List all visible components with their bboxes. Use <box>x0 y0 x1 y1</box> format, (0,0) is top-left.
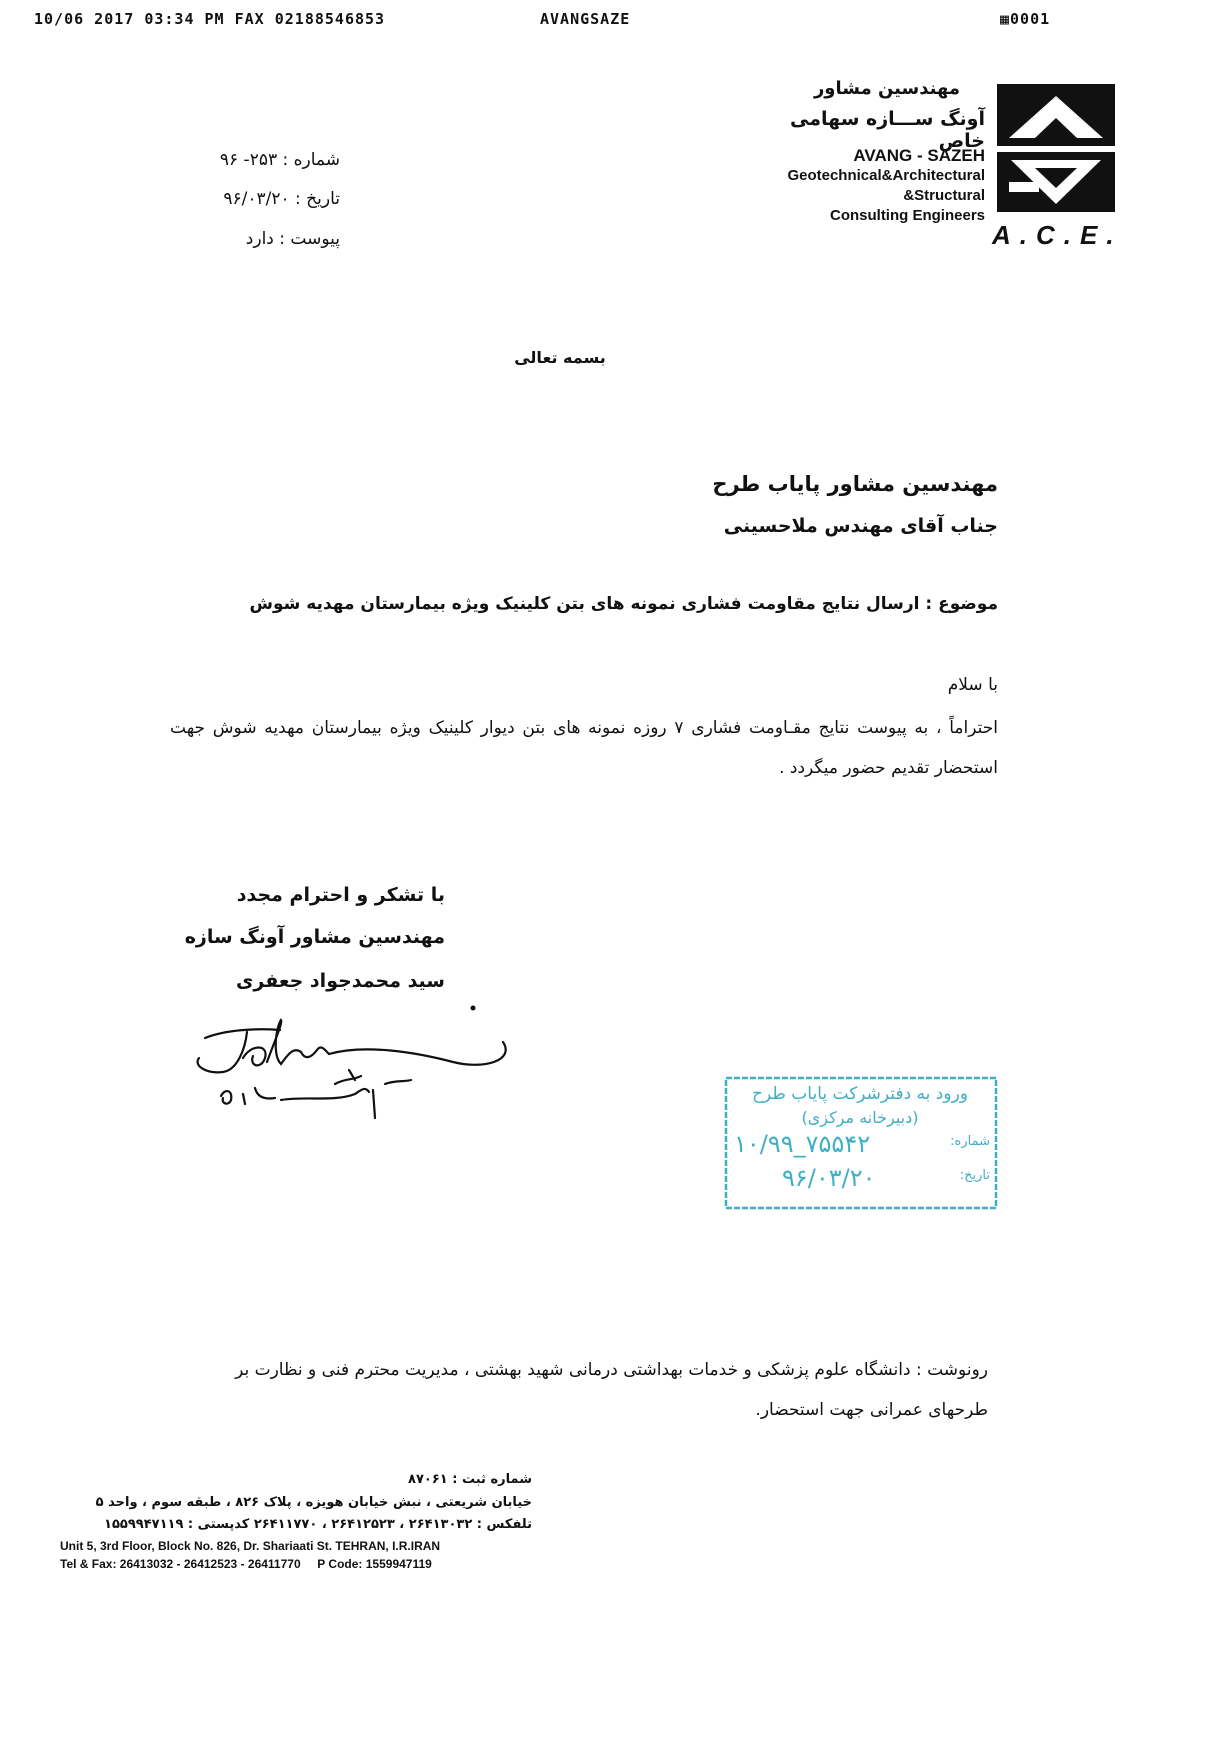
fax-header-datetime: 10/06 2017 03:34 PM FAX 02188546853 <box>34 10 386 28</box>
stamp-date-label: تاریخ: <box>959 1168 990 1183</box>
carbon-copy: رونوشت : دانشگاه علوم پزشکی و خدمات بهداشتی درمانی شهید بهشتی ، مدیریت محترم فنی و نظارت بر طرحهای عمرانی جهت استحضار. <box>235 1360 988 1420</box>
closing-regards: با تشکر و احترام مجدد <box>236 884 445 906</box>
company-en-title: AVANG - SAZEH <box>853 146 985 165</box>
company-name-fa-line1: مهندسین مشاور <box>813 78 960 99</box>
fax-header-page <box>1000 10 1050 28</box>
reference-date: تاریخ : ۹۶/۰۳/۲۰ <box>223 189 340 209</box>
handwritten-signature <box>185 1000 525 1140</box>
fax-page-icon: ▦ <box>1000 10 1011 28</box>
company-name-en <box>740 146 985 226</box>
addressee-company: مهندسین مشاور پایاب طرح <box>712 472 998 496</box>
reference-number: شماره : ۲۵۳- ۹۶ <box>219 150 340 170</box>
company-en-line2: &Structural <box>903 187 985 204</box>
letter-greeting: با سلام <box>947 675 998 695</box>
company-en-line1: Geotechnical&Architectural <box>787 167 985 184</box>
fax-header-sender: AVANGSAZE <box>540 10 631 28</box>
company-logo <box>995 82 1117 214</box>
footer-phones-en: Tel & Fax: 26413032 - 26412523 - 26411770 P Code: 1559947119 <box>60 1557 432 1571</box>
footer-phones-fa: تلفکس : ۲۶۴۱۳۰۳۲ ، ۲۶۴۱۲۵۲۳ ، ۲۶۴۱۱۷۷۰ کدپستی : ۱۵۵۹۹۴۷۱۱۹ <box>104 1517 532 1532</box>
company-abbreviation: A.C.E. <box>992 220 1123 250</box>
footer-address-fa: خیابان شریعتی ، نبش خیابان هویزه ، پلاک ۸۲۶ ، طبقه سوم ، واحد ۵ <box>95 1495 532 1510</box>
closing-signatory: سید محمدجواد جعفری <box>235 970 445 992</box>
letter-body: احتراماً ، به پیوست نتایج مقـاومت فشاری ۷ روزه نمونه های بتن دیوار کلینیک ویژه بیمارستان مهدیه شوش جهت استحضار تقدیم حضور میگردد . <box>170 718 998 778</box>
received-stamp <box>724 1076 998 1210</box>
closing-company: مهندسین مشاور آونگ سازه <box>184 926 445 948</box>
stamp-number-label: شماره: <box>950 1134 990 1149</box>
footer-registration: شماره ثبت : ۸۷۰۶۱ <box>408 1472 532 1487</box>
addressee-person: جناب آقای مهندس ملاحسینی <box>723 515 998 537</box>
footer-address-en: Unit 5, 3rd Floor, Block No. 826, Dr. Shariaati St. TEHRAN, I.R.IRAN <box>60 1539 441 1553</box>
stamp-subtitle: (دبیرخانه مرکزی) <box>801 1108 919 1127</box>
reference-attachment: پیوست : دارد <box>245 229 340 249</box>
company-en-line3: Consulting Engineers <box>829 207 985 224</box>
invocation: بسمه تعالی <box>514 348 606 367</box>
company-name-fa-line2: آونگ ســـازه سهامی خاص <box>790 108 985 152</box>
stamp-date-value: ۹۶/۰۳/۲۰ <box>782 1164 876 1192</box>
letter-subject: موضوع : ارسال نتایج مقاومت فشاری نمونه های بتن کلینیک ویژه بیمارستان مهدیه شوش <box>249 594 998 614</box>
stamp-number-value: ۱۰/۹۹_۷۵۵۴۲ <box>734 1130 871 1158</box>
stamp-title: ورود به دفترشرکت پایاب طرح <box>752 1084 968 1104</box>
fax-page-number: 0001 <box>1010 10 1051 28</box>
